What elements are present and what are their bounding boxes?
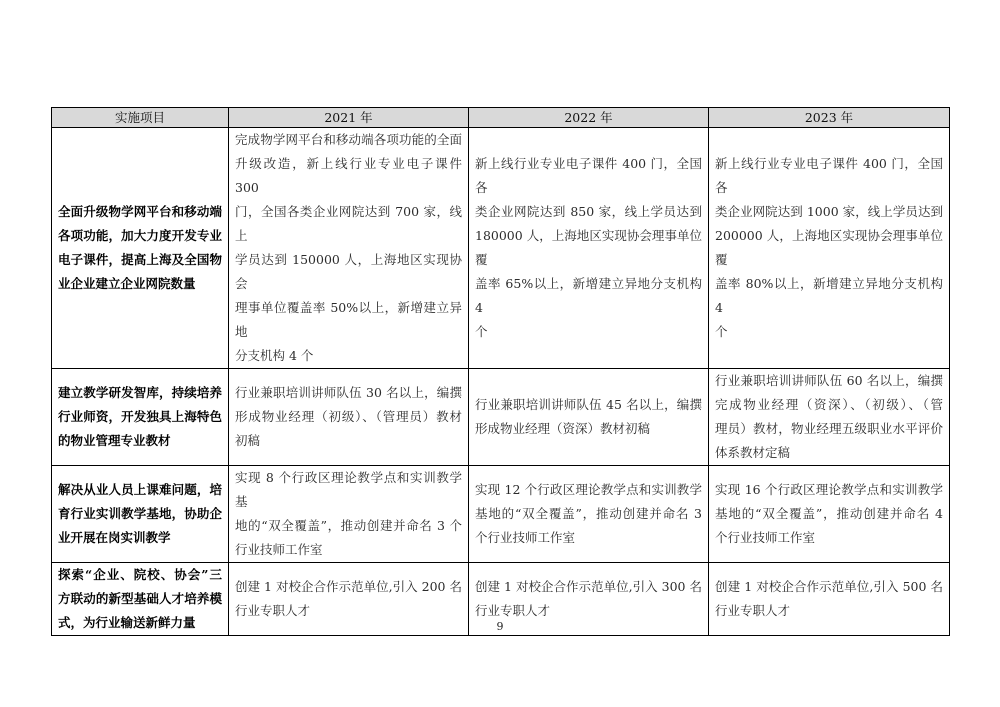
- cell-text-line: 解决从业人员上课难问题，培: [58, 482, 222, 497]
- cell-text-line: 创建 1 对校企合作示范单位,引入 500 名: [715, 579, 943, 594]
- cell-text-line: 行业兼职培训讲师队伍 60 名以上，编撰: [715, 373, 943, 388]
- page-number: 9: [496, 620, 504, 633]
- cell-text-line: 理员）教材，物业经理五级职业水平评价: [715, 421, 943, 436]
- cell-text-line: 初稿: [235, 433, 261, 448]
- cell-text-line: 门，全国各类企业网院达到 700 家，线上: [235, 204, 462, 243]
- cell-text-line: 理事单位覆盖率 50%以上，新增建立异地: [235, 300, 462, 339]
- table-row: [52, 128, 950, 369]
- cell-text-line: 行业专职人才: [475, 603, 551, 618]
- header-2022: 2022 年: [469, 108, 709, 128]
- cell-project: [52, 563, 229, 636]
- cell-text-line: 完成物业经理（资深）、（初级）、（管: [715, 397, 943, 412]
- cell-text-line: 行业技师工作室: [235, 542, 323, 557]
- cell-text-line: 形成物业经理（初级）、（管理员）教材: [235, 409, 462, 424]
- cell-text-line: 基地的“双全覆盖”，推动创建并命名 4: [715, 506, 943, 521]
- table-header: [52, 108, 950, 128]
- cell-text-line: 学员达到 150000 人，上海地区实现协会: [235, 252, 462, 291]
- header-project: 实施项目: [52, 108, 229, 128]
- table-body: [52, 128, 950, 636]
- cell-text-line: 方联动的新型基础人才培养模: [58, 591, 222, 606]
- cell-2021: [229, 563, 469, 636]
- cell-text-line: 实现 16 个行政区理论教学点和实训教学: [715, 482, 943, 497]
- cell-2022: [469, 128, 709, 369]
- header-2023: 2023 年: [709, 108, 950, 128]
- cell-text-line: 的物业管理专业教材: [58, 433, 171, 448]
- cell-text-line: 探索“企业、院校、协会”三: [58, 567, 222, 582]
- cell-text-line: 形成物业经理（资深）教材初稿: [475, 421, 651, 436]
- table-row: [52, 466, 950, 563]
- cell-text-line: 新上线行业专业电子课件 400 门，全国各: [475, 156, 702, 195]
- cell-text-line: 创建 1 对校企合作示范单位,引入 200 名: [235, 579, 462, 594]
- cell-text-line: 个: [475, 324, 488, 339]
- cell-2022: [469, 369, 709, 466]
- cell-text-line: 升级改造，新上线行业专业电子课件 300: [235, 156, 462, 195]
- cell-text-line: 盖率 80%以上，新增建立异地分支机构 4: [715, 276, 943, 315]
- cell-2021: [229, 128, 469, 369]
- cell-text-line: 基地的“双全覆盖”，推动创建并命名 3: [475, 506, 702, 521]
- cell-text-line: 业企业建立企业网院数量: [58, 276, 196, 291]
- cell-2023: [709, 128, 950, 369]
- cell-text-line: 各项功能，加大力度开发专业: [58, 228, 222, 243]
- cell-text-line: 分支机构 4 个: [235, 348, 314, 363]
- header-row: [52, 108, 950, 128]
- table-row: [52, 369, 950, 466]
- cell-text-line: 180000 人，上海地区实现协会理事单位覆: [475, 228, 702, 267]
- cell-text-line: 盖率 65%以上，新增建立异地分支机构 4: [475, 276, 702, 315]
- cell-text-line: 育行业实训教学基地，协助企: [58, 506, 222, 521]
- cell-text-line: 个: [715, 324, 728, 339]
- cell-text-line: 完成物学网平台和移动端各项功能的全面: [235, 132, 462, 147]
- cell-2023: [709, 369, 950, 466]
- cell-text-line: 行业兼职培训讲师队伍 30 名以上，编撰: [235, 385, 462, 400]
- cell-text-line: 实现 8 个行政区理论教学点和实训教学基: [235, 470, 462, 509]
- cell-text-line: 类企业网院达到 1000 家，线上学员达到: [715, 204, 943, 219]
- cell-text-line: 200000 人，上海地区实现协会理事单位覆: [715, 228, 943, 267]
- cell-text-line: 行业专职人才: [235, 603, 311, 618]
- cell-project: [52, 466, 229, 563]
- cell-text-line: 类企业网院达到 850 家，线上学员达到: [475, 204, 702, 219]
- cell-text-line: 建立教学研发智库，持续培养: [58, 385, 222, 400]
- cell-text-line: 个行业技师工作室: [475, 530, 576, 545]
- cell-text-line: 实现 12 个行政区理论教学点和实训教学: [475, 482, 702, 497]
- cell-2023: [709, 466, 950, 563]
- cell-project: [52, 369, 229, 466]
- implementation-plan-table: [51, 107, 950, 636]
- cell-text-line: 创建 1 对校企合作示范单位,引入 300 名: [475, 579, 702, 594]
- cell-text-line: 行业师资，开发独具上海特色: [58, 409, 222, 424]
- cell-text-line: 体系教材定稿: [715, 445, 791, 460]
- cell-text-line: 地的“双全覆盖”，推动创建并命名 3 个: [235, 518, 462, 533]
- cell-text-line: 行业专职人才: [715, 603, 791, 618]
- cell-text-line: 个行业技师工作室: [715, 530, 816, 545]
- cell-text-line: 新上线行业专业电子课件 400 门，全国各: [715, 156, 943, 195]
- cell-text-line: 行业兼职培训讲师队伍 45 名以上，编撰: [475, 397, 702, 412]
- cell-2021: [229, 466, 469, 563]
- cell-2023: [709, 563, 950, 636]
- cell-2022: [469, 466, 709, 563]
- header-2021: 2021 年: [229, 108, 469, 128]
- cell-text-line: 式，为行业输送新鲜力量: [58, 615, 196, 630]
- cell-2021: [229, 369, 469, 466]
- cell-project: [52, 128, 229, 369]
- cell-text-line: 全面升级物学网平台和移动端: [58, 204, 222, 219]
- cell-text-line: 业开展在岗实训教学: [58, 530, 171, 545]
- cell-text-line: 电子课件，提高上海及全国物: [58, 252, 222, 267]
